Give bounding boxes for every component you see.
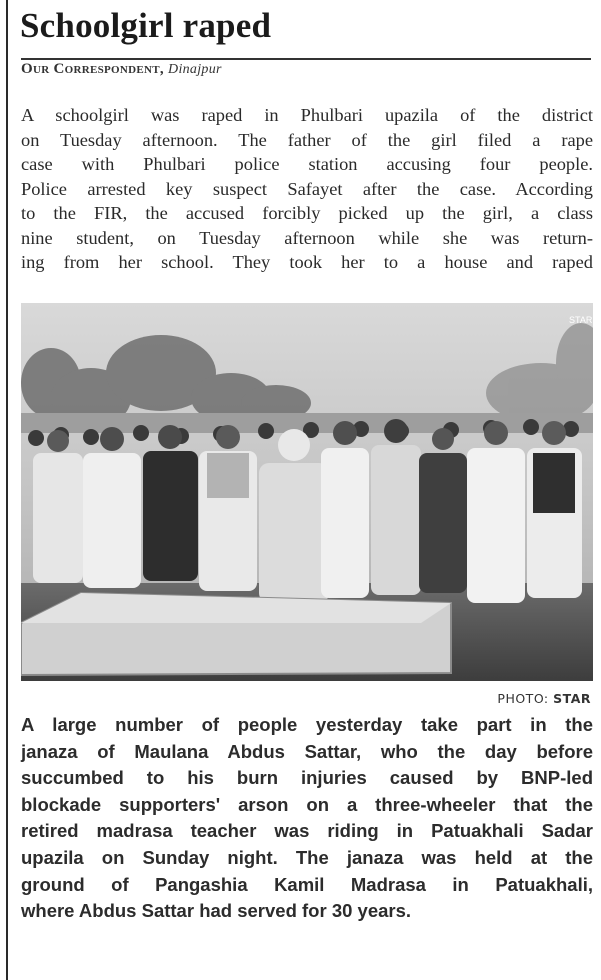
story-line: A schoolgirl was raped in Phulbari upazila of the district	[21, 105, 593, 125]
caption-line: where Abdus Sattar had served for 30 years.	[21, 900, 412, 922]
story-body	[21, 103, 593, 275]
caption-line: A large number of people yesterday take part in the	[21, 714, 593, 735]
story-line: ing from her school. They took her to a house and raped	[21, 252, 593, 272]
caption-line: ground of Pangashia Kamil Madrasa in Patuakhali,	[21, 873, 593, 895]
caption-line: succumbed to his burn injuries caused by BNP-led	[21, 767, 593, 789]
column-rule	[6, 0, 8, 980]
photo-caption	[21, 712, 593, 925]
story-line: case with Phulbari police station accusing four people.	[21, 154, 593, 174]
headline: Schoolgirl raped	[20, 6, 272, 45]
story-line: Police arrested key suspect Safayet after the case. According	[21, 178, 593, 199]
byline-author	[21, 61, 222, 78]
caption-line: janaza of Maulana Abdus Sattar, who the day before	[21, 740, 593, 762]
byline-place: Dinajpur	[168, 62, 222, 77]
photo-credit-label: PHOTO:	[497, 691, 549, 706]
photo-watermark: STAR	[569, 315, 593, 325]
story-line: on Tuesday afternoon. The father of the girl filed a rape	[21, 129, 593, 150]
caption-line: retired madrasa teacher was riding in Patuakhali Sadar	[21, 820, 593, 842]
photo-credit	[497, 691, 591, 706]
caption-line: upazila on Sunday night. The janaza was held at the	[21, 846, 593, 868]
story-line: nine student, on Tuesday afternoon while she was return-	[21, 227, 593, 248]
janaza-photo-illustration	[21, 303, 593, 681]
story-line: to the FIR, the accused forcibly picked up the girl, a class	[21, 203, 593, 223]
photo-credit-source: STAR	[553, 691, 591, 706]
byline-author-name: Our Correspondent,	[21, 61, 164, 77]
byline	[21, 58, 591, 84]
news-photo	[21, 303, 593, 681]
caption-line: blockade supporters' arson on a three-wheeler that the	[21, 793, 593, 815]
